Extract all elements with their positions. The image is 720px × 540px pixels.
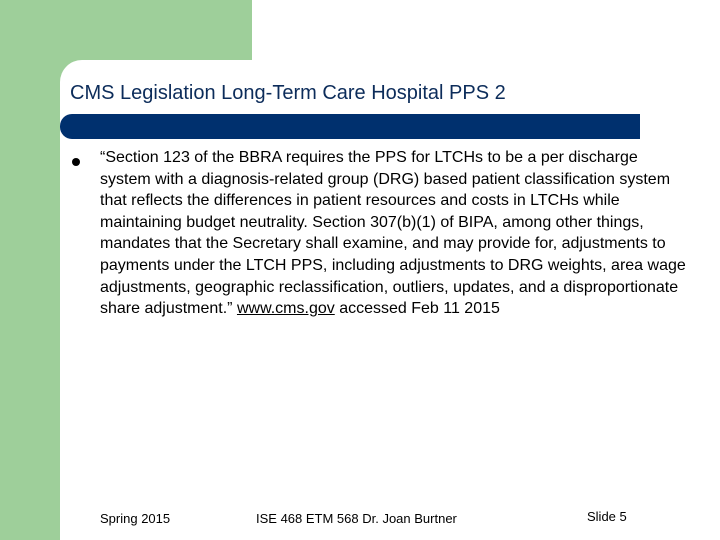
bullet-dot-icon (72, 158, 80, 166)
footer-course: ISE 468 ETM 568 Dr. Joan Burtner (256, 511, 457, 526)
footer-date: Spring 2015 (100, 511, 171, 526)
footer-slide-number: Slide 5 (587, 509, 627, 524)
title-underline-bar (60, 114, 640, 139)
bullet-text (100, 147, 688, 320)
bullet-access-note: accessed Feb 11 2015 (334, 300, 500, 318)
bullet-quote: “Section 123 of the BBRA requires the PPS for LTCHs to be a per discharge system with a diagnosis-related group (DRG) based patient classification system that reflects the differences in patient resources and costs in LTCHs while maintaining budget neutrality. Section 307(b)(1) of BIPA, among other things, mandates that the Secretary shall examine, and may provide for, adjustments to payments under the LTCH PPS, including adjustments to DRG weights, area wage adjustments, geographic reclassification, outliers, updates, and a disproportionate share adjustment.” (100, 149, 686, 318)
cms-link[interactable]: www.cms.gov (236, 300, 335, 318)
slide-title: CMS Legislation Long-Term Care Hospital PPS 2 (70, 82, 506, 104)
